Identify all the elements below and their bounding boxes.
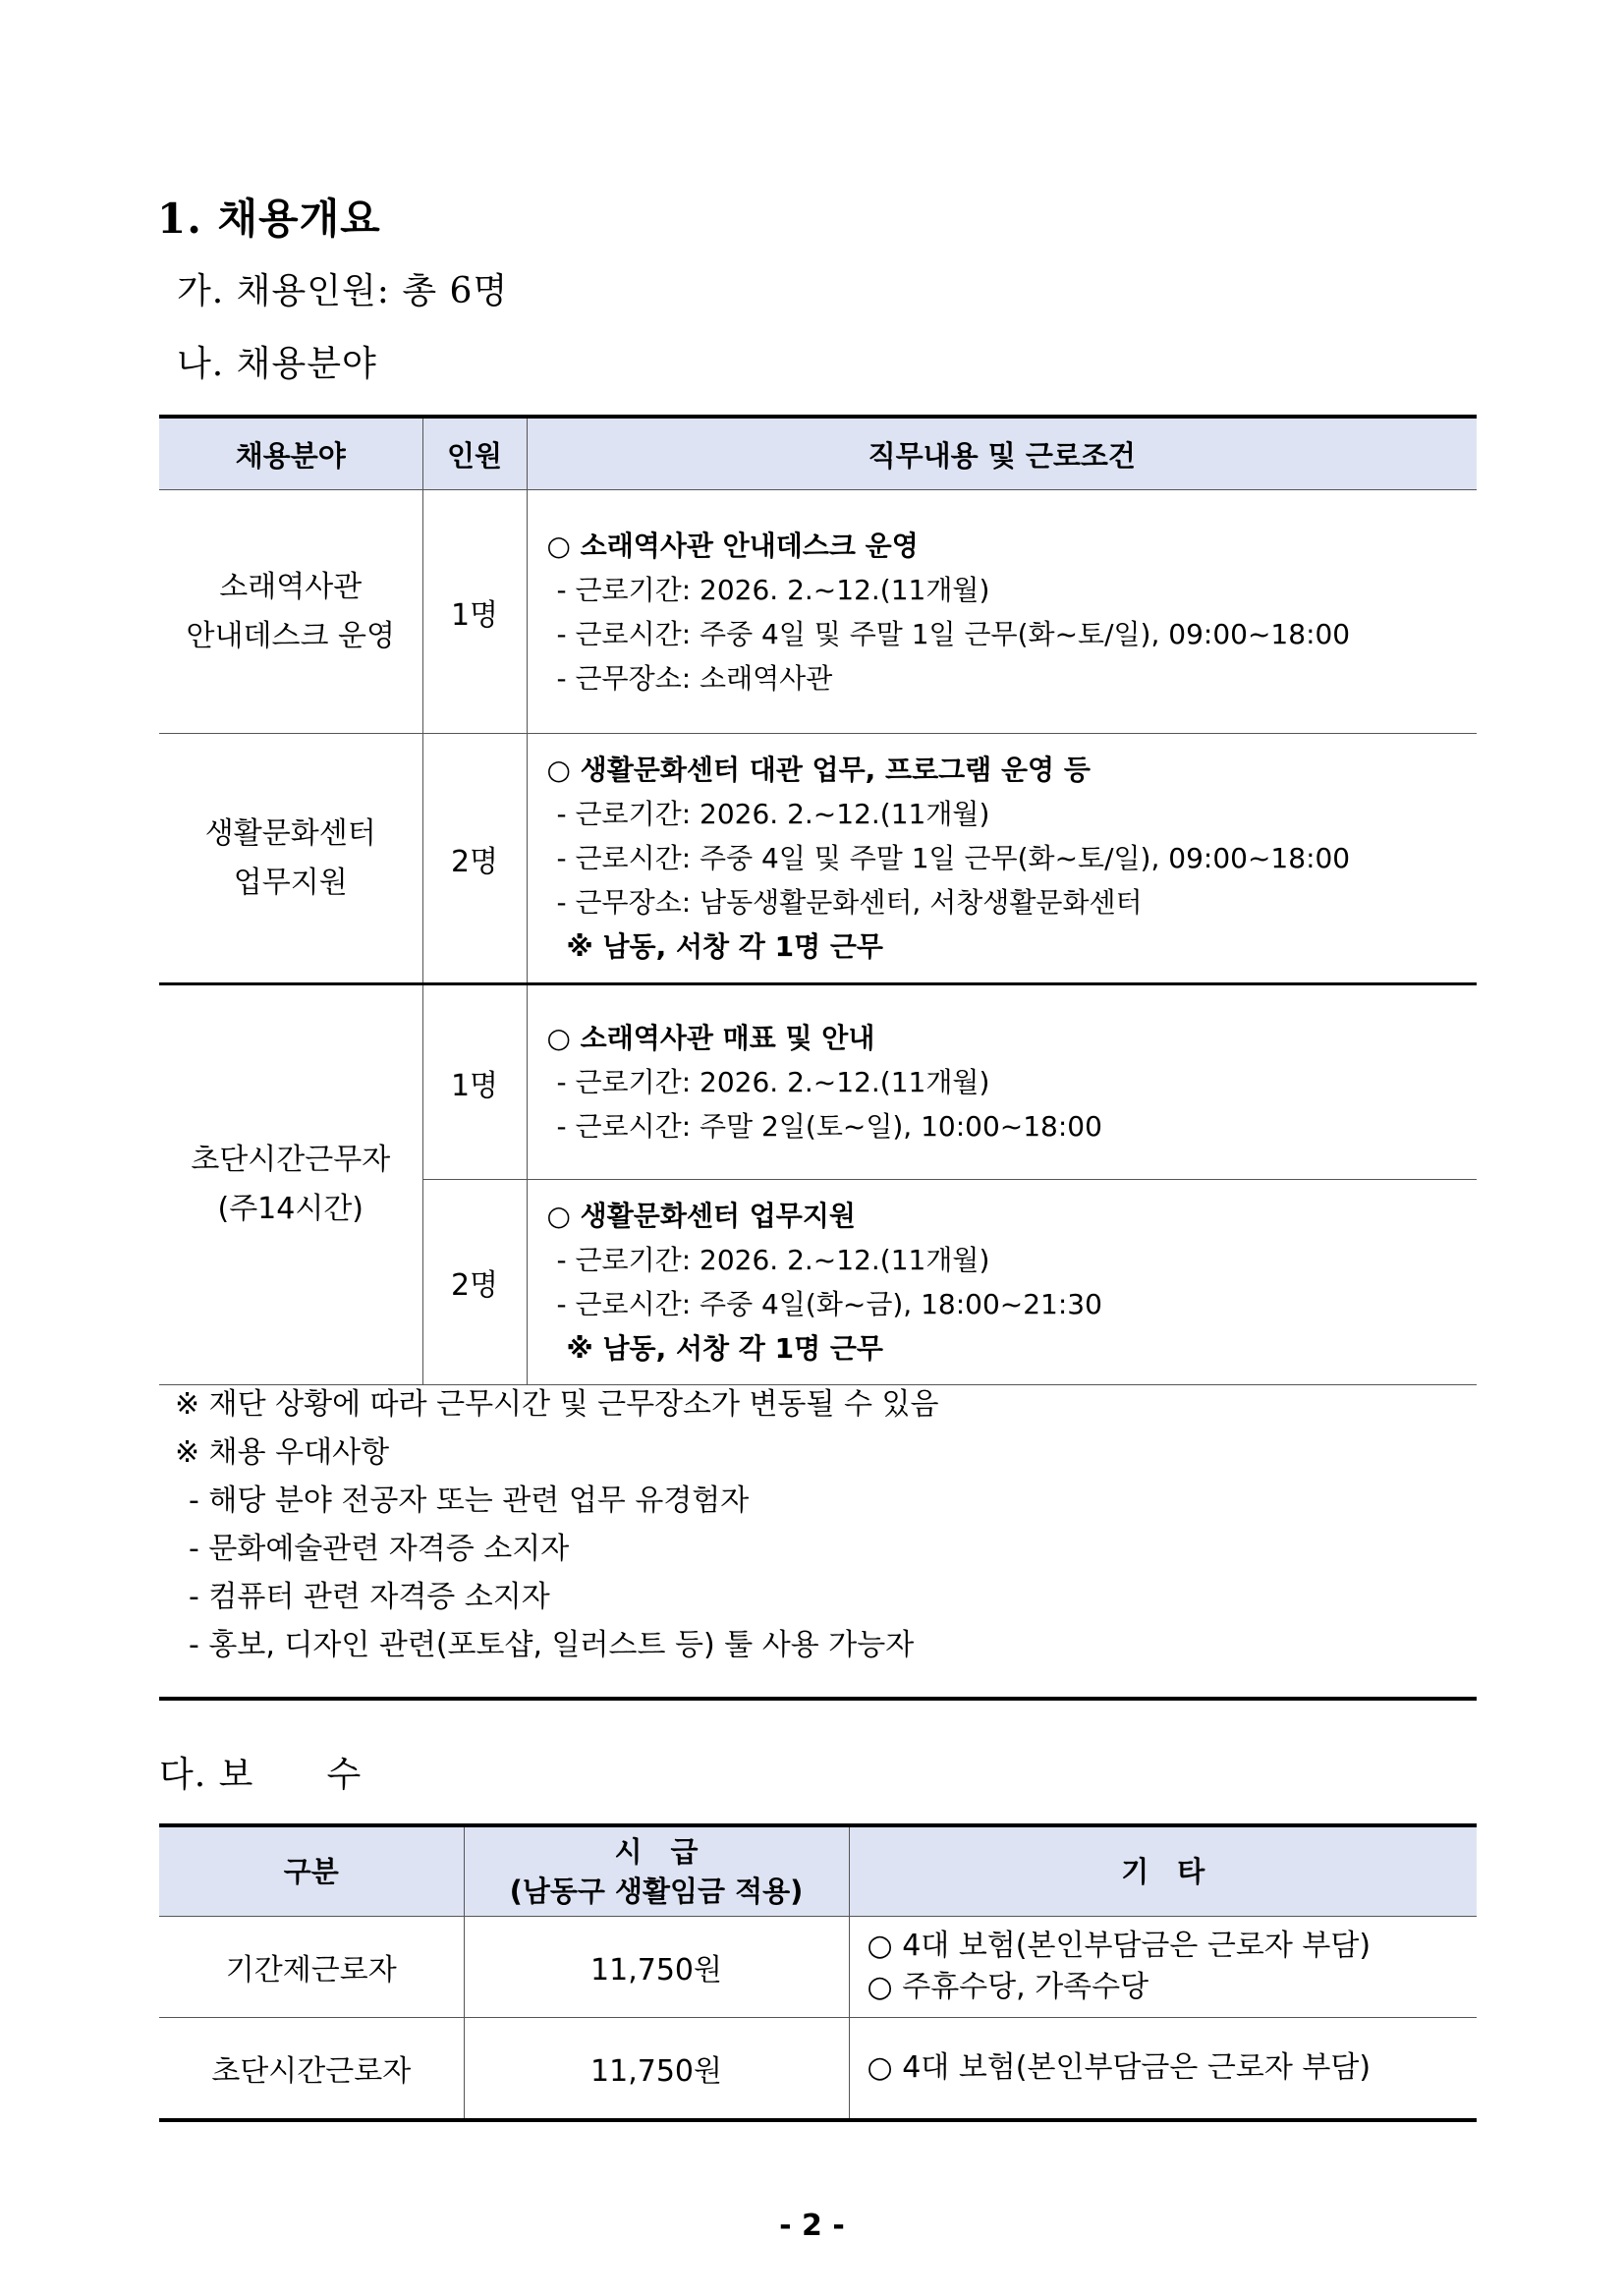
duty-line: - 근무장소: 소래역사관 [556, 661, 833, 695]
field-cell [159, 984, 422, 1385]
recruit-field-heading: 나. 채용분야 [177, 344, 377, 384]
header-field: 채용분야 [159, 417, 422, 490]
field-line: 소래역사관 [219, 569, 363, 604]
field-line: 안내데스크 운영 [186, 618, 395, 653]
duty-line: - 근로시간: 주중 4일(화~금), 18:00~21:30 [556, 1288, 1102, 1320]
duty-line: - 근로시간: 주말 2일(토~일), 10:00~18:00 [556, 1110, 1102, 1143]
table-header-row [159, 417, 1477, 490]
duty-line: - 근로기간: 2026. 2.~12.(11개월) [556, 1244, 990, 1276]
duty-note: ※ 남동, 서창 각 1명 근무 [566, 1332, 883, 1365]
header-duty: 직무내용 및 근로조건 [527, 417, 1477, 490]
etc-cell [849, 2018, 1477, 2121]
duty-line: - 근로시간: 주중 4일 및 주말 1일 근무(화~토/일), 09:00~18:00 [556, 617, 1351, 650]
header-type: 구분 [159, 1825, 464, 1917]
table-header-row [159, 1825, 1477, 1917]
table-row [159, 734, 1477, 984]
note-line: - 해당 분야 전공자 또는 관련 업무 유경험자 [189, 1484, 750, 1518]
worker-type-cell: 기간제근로자 [159, 1917, 464, 2018]
duty-title: ○ 생활문화센터 대관 업무, 프로그램 운영 등 [546, 754, 1091, 786]
duty-cell [527, 734, 1477, 984]
worker-type-cell: 초단시간근로자 [159, 2018, 464, 2121]
section-heading: 1. 채용개요 [157, 195, 381, 243]
recruit-table [159, 415, 1477, 1385]
section-divider [159, 1697, 1477, 1701]
header-wage [464, 1825, 849, 1917]
count-cell: 1명 [422, 984, 527, 1180]
recruit-count: 가. 채용인원: 총 6명 [177, 271, 509, 311]
header-wage-title: 시 급 [614, 1835, 699, 1869]
etc-line: ○ 4대 보험(본인부담금은 근로자 부담) [867, 2050, 1372, 2085]
count-cell: 2명 [422, 734, 527, 984]
header-count: 인원 [422, 417, 527, 490]
note-line: ※ 채용 우대사항 [175, 1435, 390, 1470]
etc-line: ○ 4대 보험(본인부담금은 근로자 부담) [867, 1929, 1372, 1963]
etc-line: ○ 주휴수당, 가족수당 [867, 1970, 1149, 2004]
duty-title: ○ 소래역사관 매표 및 안내 [546, 1022, 875, 1054]
duty-cell [527, 1180, 1477, 1385]
note-line: - 문화예술관련 자격증 소지자 [189, 1532, 570, 1566]
pay-table [159, 1823, 1477, 2122]
duty-line: - 근무장소: 남동생활문화센터, 서창생활문화센터 [556, 886, 1143, 919]
field-line: 생활문화센터 [204, 815, 376, 851]
notes-block [175, 1380, 939, 1669]
wage-cell: 11,750원 [464, 2018, 849, 2121]
wage-cell: 11,750원 [464, 1917, 849, 2018]
header-etc: 기 타 [849, 1825, 1477, 1917]
duty-cell [527, 490, 1477, 734]
duty-line: - 근로시간: 주중 4일 및 주말 1일 근무(화~토/일), 09:00~18:00 [556, 842, 1351, 874]
page-number: - 2 - [779, 2209, 845, 2243]
table-row [159, 1917, 1477, 2018]
field-line: (주14시간) [217, 1192, 364, 1226]
note-line: ※ 재단 상황에 따라 근무시간 및 근무장소가 변동될 수 있음 [175, 1387, 939, 1422]
field-cell [159, 734, 422, 984]
duty-line: - 근로기간: 2026. 2.~12.(11개월) [556, 798, 990, 830]
field-cell [159, 490, 422, 734]
note-line: - 홍보, 디자인 관련(포토샵, 일러스트 등) 툴 사용 가능자 [189, 1628, 915, 1662]
count-cell: 2명 [422, 1180, 527, 1385]
pay-heading: 다. 보 수 [159, 1755, 363, 1795]
duty-line: - 근로기간: 2026. 2.~12.(11개월) [556, 1066, 990, 1098]
count-cell: 1명 [422, 490, 527, 734]
table-row [159, 2018, 1477, 2121]
table-row [159, 984, 1477, 1180]
duty-title: ○ 소래역사관 안내데스크 운영 [546, 529, 919, 562]
duty-cell [527, 984, 1477, 1180]
field-line: 초단시간근무자 [191, 1143, 391, 1177]
header-wage-note: (남동구 생활임금 적용) [509, 1875, 804, 1908]
field-line: 업무지원 [233, 865, 348, 900]
etc-cell [849, 1917, 1477, 2018]
duty-title: ○ 생활문화센터 업무지원 [546, 1200, 856, 1232]
table-row [159, 490, 1477, 734]
duty-note: ※ 남동, 서창 각 1명 근무 [566, 930, 883, 963]
note-line: - 컴퓨터 관련 자격증 소지자 [189, 1580, 550, 1614]
duty-line: - 근로기간: 2026. 2.~12.(11개월) [556, 573, 990, 606]
